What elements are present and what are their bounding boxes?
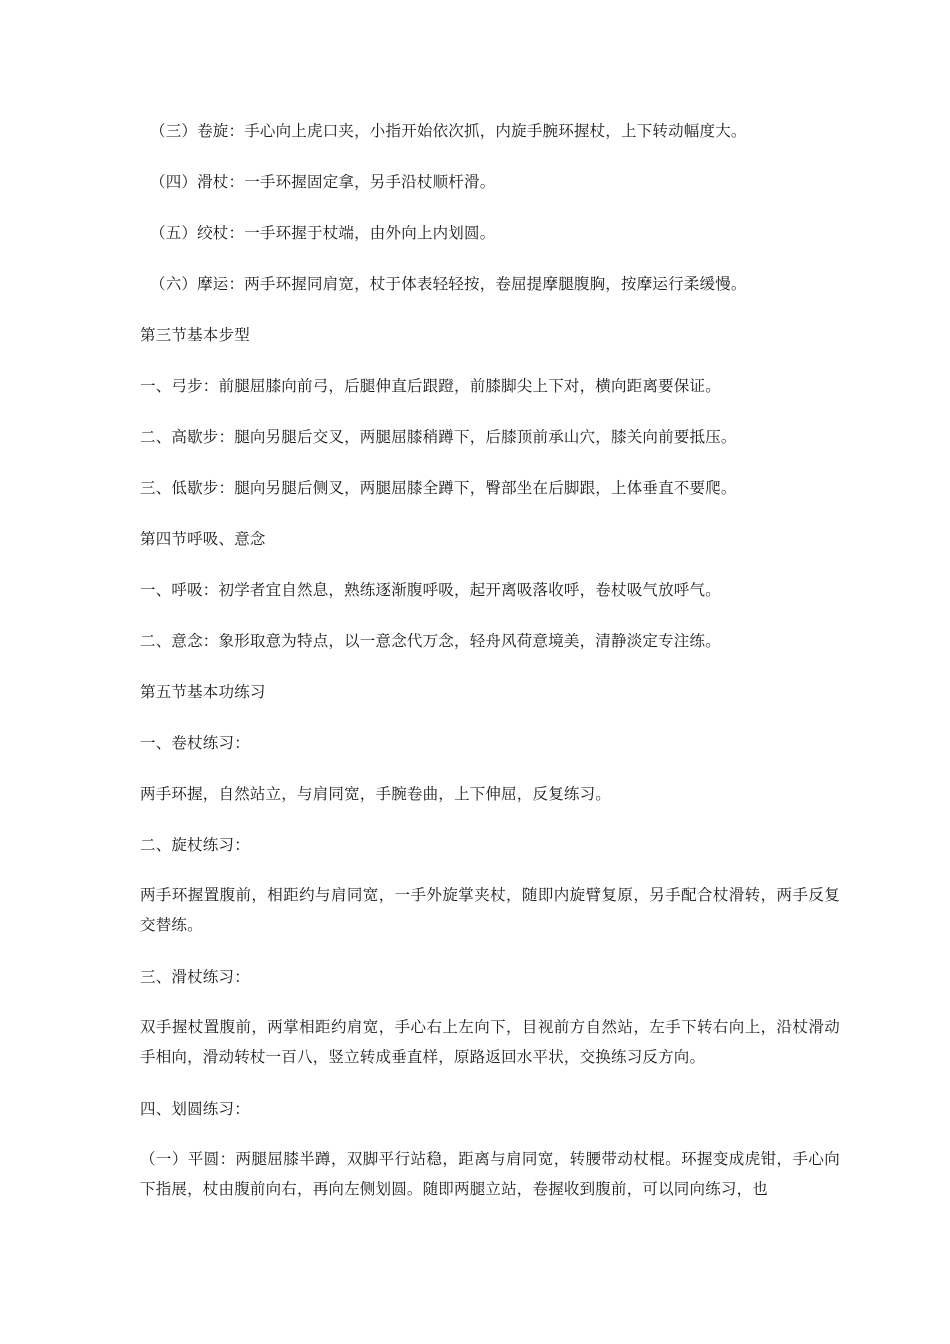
paragraph-gaoxiebu: 二、高歇步：腿向另腿后交叉，两腿屈膝稍蹲下，后膝顶前承山穴，膝关向前要抵压。: [140, 428, 737, 446]
subheading-huazhang: 三、滑杖练习：: [140, 968, 250, 986]
paragraph-huazhang: （四）滑杖：一手环握固定拿，另手沿杖顺杆滑。: [150, 173, 496, 191]
subheading-xuanzhang: 二、旋杖练习：: [140, 836, 250, 854]
section-heading-5: 第五节基本功练习: [140, 683, 266, 701]
paragraph-moyun: （六）摩运：两手环握同肩宽，杖于体表轻轻按，卷屈提摩腿腹胸，按摩运行柔缓慢。: [150, 275, 747, 293]
paragraph-juanxuan: （三）卷旋：手心向上虎口夹，小指开始依次抓，内旋手腕环握杖，上下转动幅度大。: [150, 122, 747, 140]
subheading-huayuan: 四、划圆练习：: [140, 1100, 250, 1118]
section-heading-3: 第三节基本步型: [140, 326, 250, 344]
subheading-juanzhang: 一、卷杖练习：: [140, 734, 250, 752]
paragraph-dixiebu: 三、低歇步：腿向另腿后侧叉，两腿屈膝全蹲下，臀部坐在后脚跟，上体垂直不要爬。: [140, 479, 737, 497]
paragraph-huazhang-practice: 双手握杖置腹前，两掌相距约肩宽，手心右上左向下，目视前方自然站，左手下转右向上，沿杖滑动手相向，滑动转杖一百八，竖立转成垂直样，原路返回水平状，交换练习反方向。: [140, 1018, 840, 1066]
paragraph-yinian: 二、意念：象形取意为特点，以一意念代万念，轻舟风荷意境美，清静淡定专注练。: [140, 632, 721, 650]
paragraph-pingyuan: （一）平圆：两腿屈膝半蹲，双脚平行站稳，距离与肩同宽，转腰带动杖棍。环握变成虎钳，手心向下指展，杖由腹前向右，再向左侧划圆。随即两腿立站，卷握收到腹前，可以同向练习，也: [140, 1150, 840, 1198]
paragraph-gongbu: 一、弓步：前腿屈膝向前弓，后腿伸直后跟蹬，前膝脚尖上下对，横向距离要保证。: [140, 377, 721, 395]
paragraph-xuanzhang: 两手环握置腹前，相距约与肩同宽，一手外旋掌夹杖，随即内旋臂复原，另手配合杖滑转，两手反复交替练。: [140, 886, 840, 934]
section-heading-4: 第四节呼吸、意念: [140, 530, 266, 548]
paragraph-juanzhang: 两手环握，自然站立，与肩同宽，手腕卷曲，上下伸屈，反复练习。: [140, 785, 612, 803]
paragraph-huxi: 一、呼吸：初学者宜自然息，熟练逐渐腹呼吸，起开离吸落收呼，卷杖吸气放呼气。: [140, 581, 721, 599]
paragraph-jiaozhang: （五）绞杖：一手环握于杖端，由外向上内划圆。: [150, 224, 496, 242]
